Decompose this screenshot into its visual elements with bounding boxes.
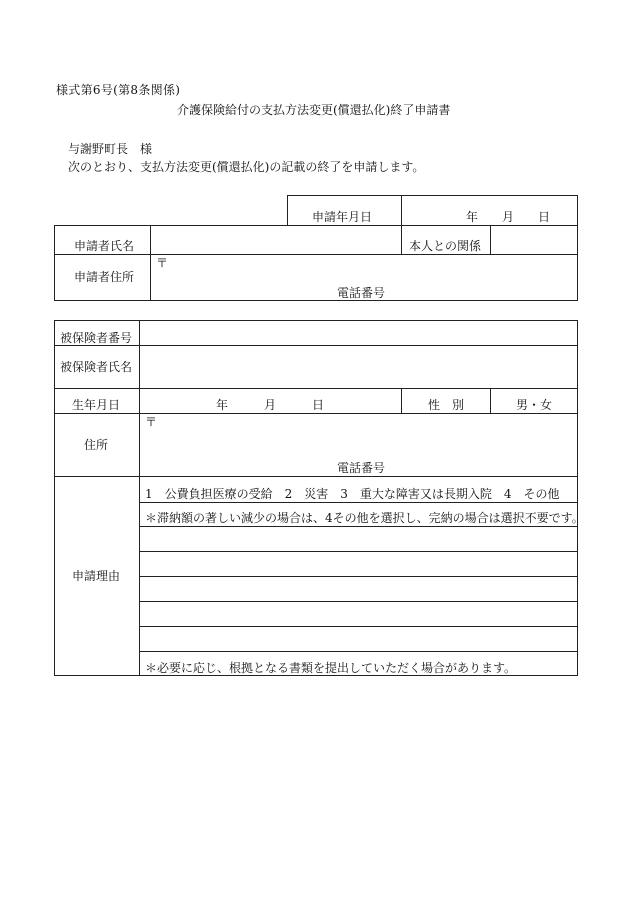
insured-number-field[interactable] (141, 322, 576, 344)
insured-row-2 (54, 388, 578, 389)
insured-postal-mark: 〒 (145, 415, 158, 429)
insured-name-label: 被保険者氏名 (60, 360, 133, 374)
applicant-name-field[interactable] (152, 227, 399, 253)
relation-divider-left (401, 225, 402, 254)
insured-address-label: 住所 (84, 438, 109, 452)
birth-value[interactable]: 年 月 日 (216, 398, 325, 412)
insured-row-4 (54, 476, 578, 477)
reason-row-1 (139, 502, 578, 503)
reason-label: 申請理由 (72, 569, 121, 583)
reason-options[interactable]: 1 公費負担医療の受給 2 災害 3 重大な障害又は長期入院 4 その他 (145, 487, 560, 501)
sex-divider-right (490, 388, 491, 413)
insured-row-3 (54, 413, 578, 414)
applicant-postal-mark: 〒 (156, 256, 169, 270)
applicant-phone-label: 電話番号 (337, 286, 386, 300)
relation-label: 本人との関係 (409, 239, 482, 253)
applicant-row-divider (54, 254, 578, 255)
sex-value[interactable]: 男・女 (516, 398, 553, 412)
reason-note: ＊滞納額の著しい減少の場合は、4その他を選択し、完納の場合は選択不要です。 (145, 511, 584, 525)
applicant-label-divider (150, 225, 151, 301)
sex-divider-left (401, 388, 402, 413)
date-value[interactable]: 年 月 日 (466, 210, 551, 224)
applicant-name-label: 申請者氏名 (74, 239, 135, 253)
form-title: 介護保険給付の支払方法変更(償還払化)終了申請書 (177, 103, 451, 117)
insured-phone-label: 電話番号 (337, 461, 386, 475)
insured-label-divider (139, 320, 140, 676)
reason-row-7 (139, 651, 578, 652)
form-number: 様式第6号(第8条関係) (56, 83, 181, 97)
relation-field[interactable] (492, 227, 576, 253)
date-label: 申請年月日 (312, 210, 373, 224)
intro-text: 次のとおり、支払方法変更(償還払化)の記載の終了を申請します。 (68, 160, 425, 174)
date-divider (401, 195, 402, 226)
insured-number-label: 被保険者番号 (60, 331, 133, 345)
relation-divider-right (490, 225, 491, 254)
insured-name-field[interactable] (141, 347, 576, 387)
reason-row-2 (139, 526, 578, 527)
reason-line-field[interactable] (141, 528, 576, 650)
applicant-address-label: 申請者住所 (74, 270, 135, 284)
footer-note: ＊必要に応じ、根拠となる書類を提出していただく場合があります。 (145, 661, 517, 675)
sex-label: 性 別 (428, 398, 465, 412)
addressee: 与謝野町長 様 (68, 142, 153, 156)
insured-row-1 (54, 345, 578, 346)
birth-label: 生年月日 (72, 398, 121, 412)
